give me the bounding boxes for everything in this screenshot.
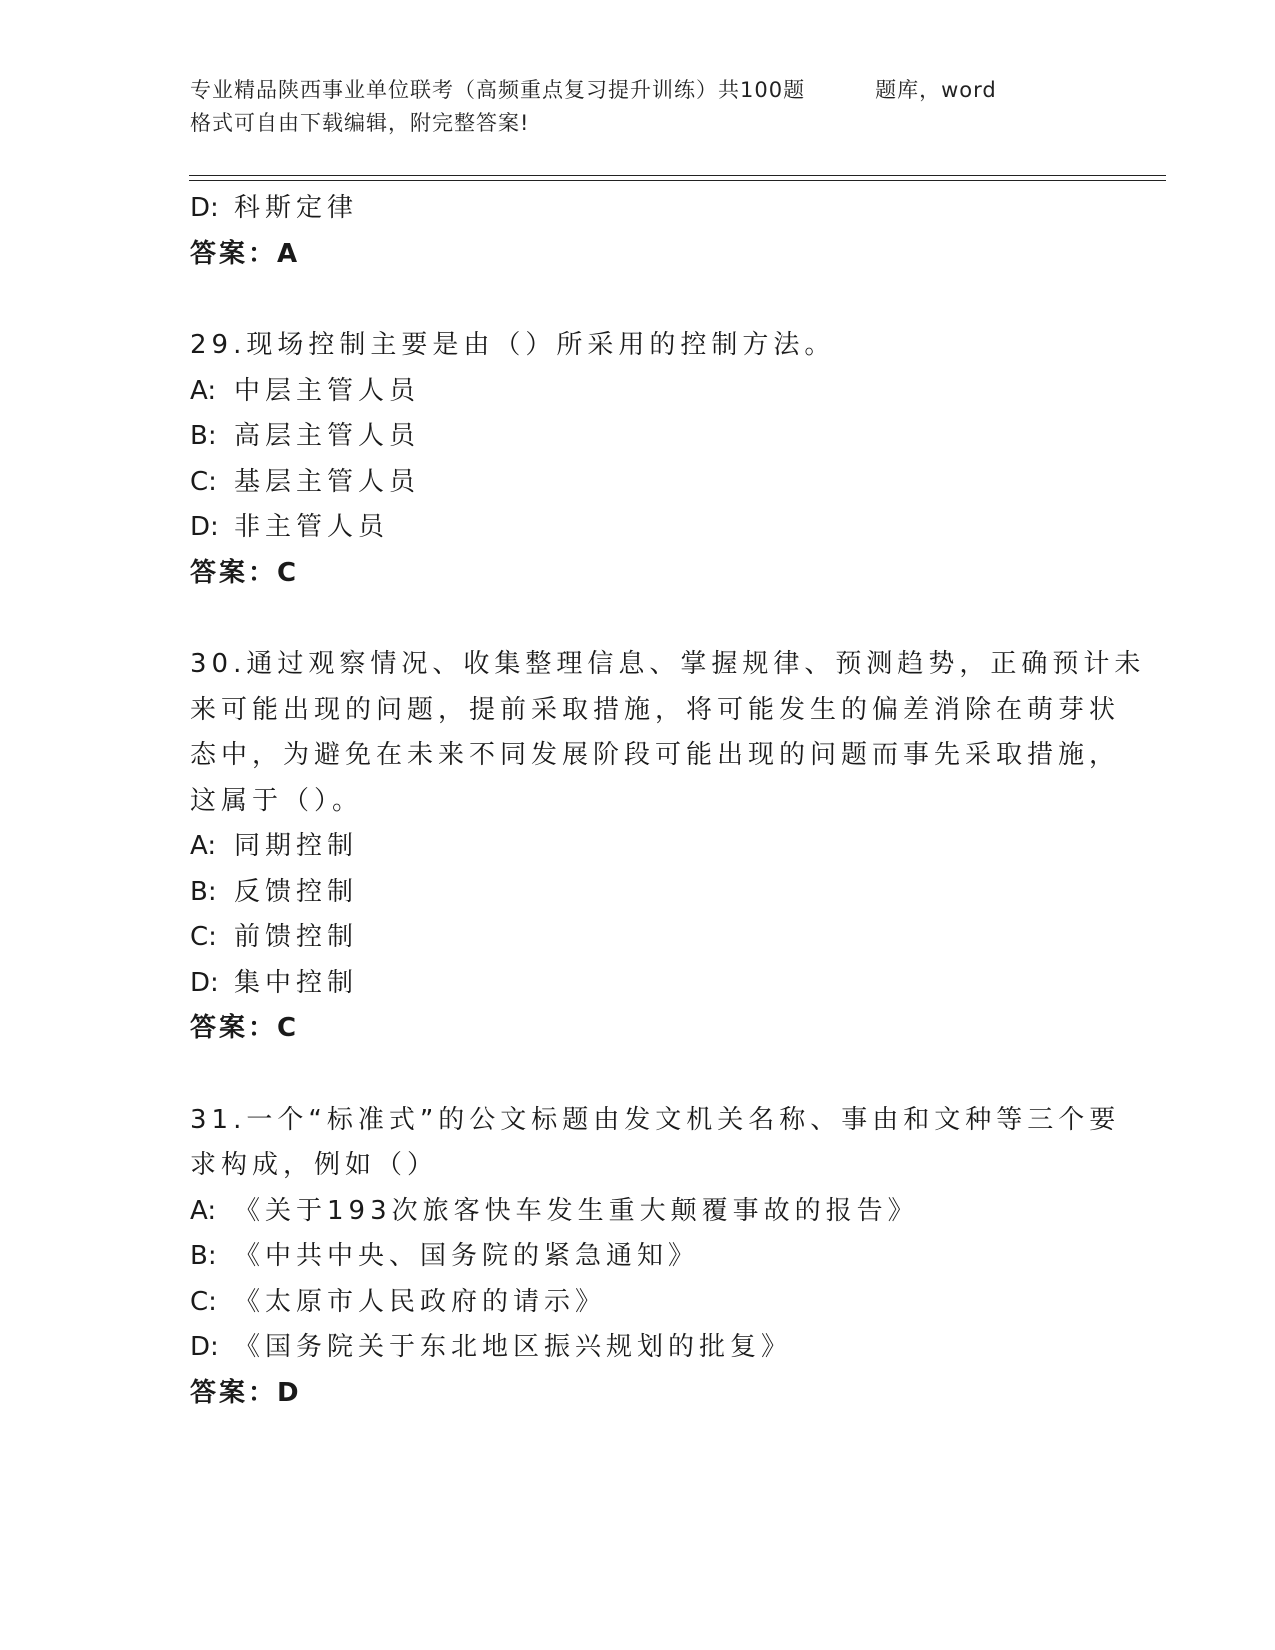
option-label: A: [190,375,217,406]
question-stem-line: 态中，为避免在未来不同发展阶段可能出现的问题而事先采取措施， [190,740,1121,770]
option-text: 高层主管人员 [234,421,421,451]
answer: 答案：D [190,1377,302,1408]
question-stem-line: 求构成，例如（） [190,1150,439,1180]
option-text: 《太原市人民政府的请示》 [234,1286,607,1317]
option-label: B: [190,1241,217,1271]
question-content [190,186,1146,1416]
option-text: 科斯定律 [234,193,359,223]
option-text: 反馈控制 [234,876,359,907]
option-label: B: [190,421,217,451]
question-29 [190,323,1090,596]
header-rule-top [189,175,1166,176]
option-d [190,1325,1090,1371]
question-stem-line: 29.现场控制主要是由（）所采用的控制方法。 [190,330,836,360]
question-30 [190,642,1146,1052]
option-b [190,1234,1090,1280]
header-rule-bottom [189,180,1166,181]
option-text: 非主管人员 [234,512,390,542]
option-label: D: [190,1332,219,1362]
question-stem-line: 30.通过观察情况、收集整理信息、掌握规律、预测趋势，正确预计未 [190,649,1146,679]
answer: 答案：C [190,557,300,588]
option-text: 基层主管人员 [234,466,421,497]
option-c [190,915,1090,961]
prev-answer: 答案：A [190,238,301,269]
option-c [190,460,1090,506]
option-label: B: [190,876,217,907]
header-title: 专业精品陕西事业单位联考（高频重点复习提升训练）共100题 [190,78,806,102]
option-a [190,369,1090,415]
answer: 答案：C [190,1013,300,1043]
question-stem-line: 这属于（）。 [190,785,364,816]
option-b [190,414,1090,460]
option-text: 前馈控制 [234,922,359,952]
option-d [190,505,1090,551]
option-text: 《国务院关于东北地区振兴规划的批复》 [234,1332,793,1362]
option-c [190,1280,1090,1326]
prev-option-d [190,186,1090,232]
option-text: 《中共中央、国务院的紧急通知》 [234,1241,700,1271]
option-label: C: [190,922,217,952]
option-label: A: [190,1195,217,1226]
option-b [190,870,1090,916]
question-stem-line: 31.一个“标准式”的公文标题由发文机关名称、事由和文种等三个要 [190,1104,1121,1135]
question-stem-line: 来可能出现的问题，提前采取措施，将可能发生的偏差消除在萌芽状 [190,694,1121,725]
option-label: D: [190,193,219,223]
header-line-1 [190,74,1090,107]
option-label: A: [190,831,217,861]
option-text: 同期控制 [234,831,359,861]
option-label: C: [190,466,217,497]
option-label: D: [190,512,219,542]
option-a [190,824,1090,870]
header-title-suffix: 题库，word [875,78,997,102]
header-line-2: 格式可自由下载编辑，附完整答案! [190,111,530,135]
option-d [190,961,1090,1007]
option-a [190,1189,1090,1235]
option-label: C: [190,1286,217,1317]
option-text: 集中控制 [234,967,359,998]
option-label: D: [190,967,219,998]
page-header [190,74,1090,140]
option-text: 《关于193次旅客快车发生重大颠覆事故的报告》 [234,1195,919,1226]
question-31 [190,1098,1121,1417]
option-text: 中层主管人员 [234,375,421,406]
